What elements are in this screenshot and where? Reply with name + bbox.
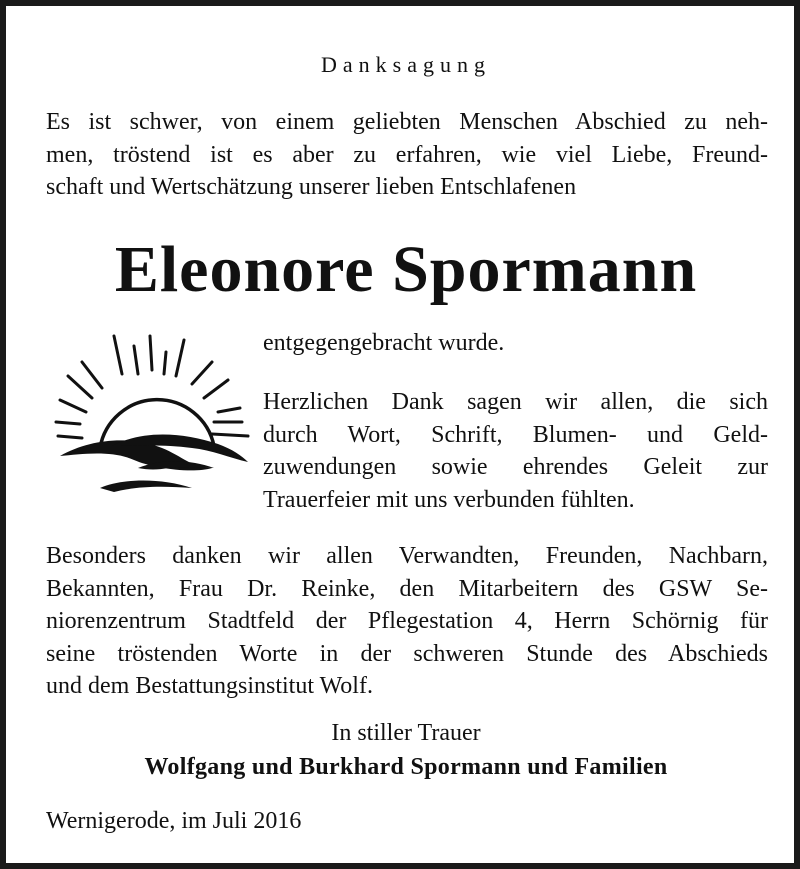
special-thanks-line: und dem Bestattungsinstitut Wolf.: [46, 673, 373, 699]
after-name-text: entgegengebracht wurde.: [263, 330, 505, 356]
thanks-line: zuwendungen sowie ehrendes Geleit zur: [263, 454, 768, 480]
notice-content: [20, 20, 780, 849]
closing-phrase: In stiller Trauer: [331, 720, 481, 746]
special-thanks-line: Bekannten, Frau Dr. Reinke, den Mitarbeitern des GSW Se-: [46, 575, 768, 602]
place-and-date: Wernigerode, im Juli 2016: [46, 808, 302, 834]
intro-line: schaft und Wertschätzung unserer lieben Entschlafenen: [46, 174, 577, 200]
notice-heading: Danksagung: [321, 52, 491, 77]
sunset-over-hills-icon: [42, 318, 252, 503]
thanks-paragraph: [263, 386, 768, 516]
thanks-line: Herzlichen Dank sagen wir allen, die sich: [263, 389, 768, 415]
special-thanks-paragraph: [46, 540, 768, 703]
thanks-line: durch Wort, Schrift, Blumen- und Geld-: [263, 421, 768, 448]
signatories: Wolfgang und Burkhard Spormann und Familien: [144, 754, 668, 780]
special-thanks-line: seine tröstenden Worte in der schweren Stunde des Abschieds: [46, 640, 768, 667]
special-thanks-line: niorenzentrum Stadtfeld der Pflegestation 4, Herrn Schörnig für: [46, 608, 768, 634]
intro-line: men, tröstend ist es aber zu erfahren, wie viel Liebe, Freund-: [46, 141, 768, 168]
deceased-name: Eleonore Spormann: [114, 233, 698, 306]
special-thanks-line: Besonders danken wir allen Verwandten, Freunden, Nachbarn,: [46, 543, 768, 569]
intro-line: Es ist schwer, von einem geliebten Menschen Abschied zu neh-: [46, 109, 768, 135]
thanks-line: Trauerfeier mit uns verbunden fühlten.: [263, 486, 635, 513]
intro-paragraph: [46, 106, 768, 204]
